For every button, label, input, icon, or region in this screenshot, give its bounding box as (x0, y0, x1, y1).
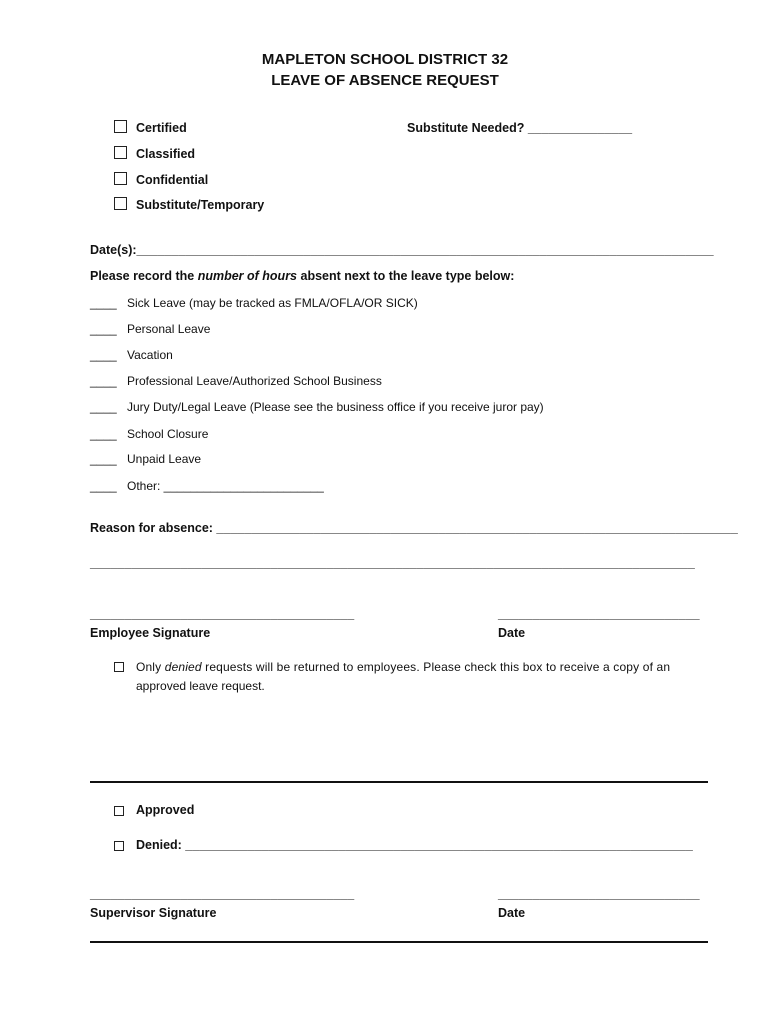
employee-date-label: Date (498, 626, 526, 640)
hours-blank[interactable]: ____ (90, 479, 117, 493)
copy-notice-end: requests will be returned to employees. Please check this box to receive a copy of an (201, 660, 671, 674)
reason-field-line-2[interactable]: _______________________________________________________________________________________ (90, 556, 695, 570)
form-title: LEAVE OF ABSENCE REQUEST (271, 72, 499, 89)
copy-notice-start: Only (136, 660, 165, 674)
leave-row-unpaid[interactable] (90, 452, 201, 466)
substitute-temporary-checkbox[interactable] (114, 197, 127, 210)
substitute-temporary-label: Substitute/Temporary (136, 198, 265, 212)
leave-label: Professional Leave/Authorized School Business (127, 374, 382, 388)
copy-notice-emphasis: denied (164, 660, 202, 674)
certified-checkbox[interactable] (114, 120, 127, 133)
leave-row-sick[interactable] (90, 296, 418, 310)
leave-label: Personal Leave (127, 322, 211, 336)
employee-signature-label: Employee Signature (90, 626, 211, 640)
approved-label: Approved (136, 803, 195, 817)
confidential-label: Confidential (136, 173, 209, 187)
supervisor-signature-label: Supervisor Signature (90, 906, 217, 920)
district-title: MAPLETON SCHOOL DISTRICT 32 (261, 51, 509, 68)
supervisor-signature-line[interactable]: ______________________________________ (90, 887, 355, 901)
certified-label: Certified (136, 121, 187, 135)
leave-label: Other: ________________________ (127, 479, 324, 493)
leave-label: School Closure (127, 427, 209, 441)
leave-row-other[interactable] (90, 479, 324, 493)
approved-checkbox[interactable] (114, 806, 124, 816)
hours-blank[interactable]: ____ (90, 296, 117, 310)
hours-blank[interactable]: ____ (90, 400, 117, 414)
leave-row-school-closure[interactable] (90, 427, 208, 441)
leave-label: Sick Leave (may be tracked as FMLA/OFLA/OR SICK) (127, 296, 418, 310)
hours-blank[interactable]: ____ (90, 427, 117, 441)
leave-label: Jury Duty/Legal Leave (Please see the business office if you receive juror pay) (127, 400, 544, 414)
copy-notice-text (136, 660, 706, 674)
substitute-needed-field[interactable]: Substitute Needed? _______________ (407, 121, 633, 135)
hours-blank[interactable]: ____ (90, 322, 117, 336)
classified-checkbox[interactable] (114, 146, 127, 159)
leave-row-vacation[interactable] (90, 348, 173, 362)
bottom-divider (90, 941, 708, 943)
copy-notice-line-2: approved leave request. (136, 679, 265, 693)
hours-blank[interactable]: ____ (90, 348, 117, 362)
employee-date-line[interactable]: _____________________________ (498, 607, 700, 621)
section-divider (90, 781, 708, 783)
leave-row-personal[interactable] (90, 322, 210, 336)
hours-blank[interactable]: ____ (90, 452, 117, 466)
denied-checkbox[interactable] (114, 841, 124, 851)
classified-label: Classified (136, 147, 196, 161)
leave-label: Unpaid Leave (127, 452, 202, 466)
denied-field[interactable]: Denied: _________________________________________________________________________ (136, 838, 693, 852)
confidential-checkbox[interactable] (114, 172, 127, 185)
supervisor-date-label: Date (498, 906, 526, 920)
copy-request-checkbox[interactable] (114, 662, 124, 672)
hours-instruction (90, 269, 514, 283)
leave-label: Vacation (127, 348, 173, 362)
supervisor-date-line[interactable]: _____________________________ (498, 887, 700, 901)
reason-field[interactable]: Reason for absence: ___________________________________________________________________________ (90, 521, 738, 535)
instruction-emphasis: number of hours (197, 269, 298, 283)
instruction-text-start: Please record the (90, 269, 198, 283)
leave-row-jury-duty[interactable] (90, 400, 544, 414)
hours-blank[interactable]: ____ (90, 374, 117, 388)
instruction-text-end: absent next to the leave type below: (297, 269, 515, 283)
leave-row-professional[interactable] (90, 374, 382, 388)
dates-field[interactable]: Date(s):___________________________________________________________________________________ (90, 243, 714, 257)
employee-signature-line[interactable]: ______________________________________ (90, 607, 355, 621)
